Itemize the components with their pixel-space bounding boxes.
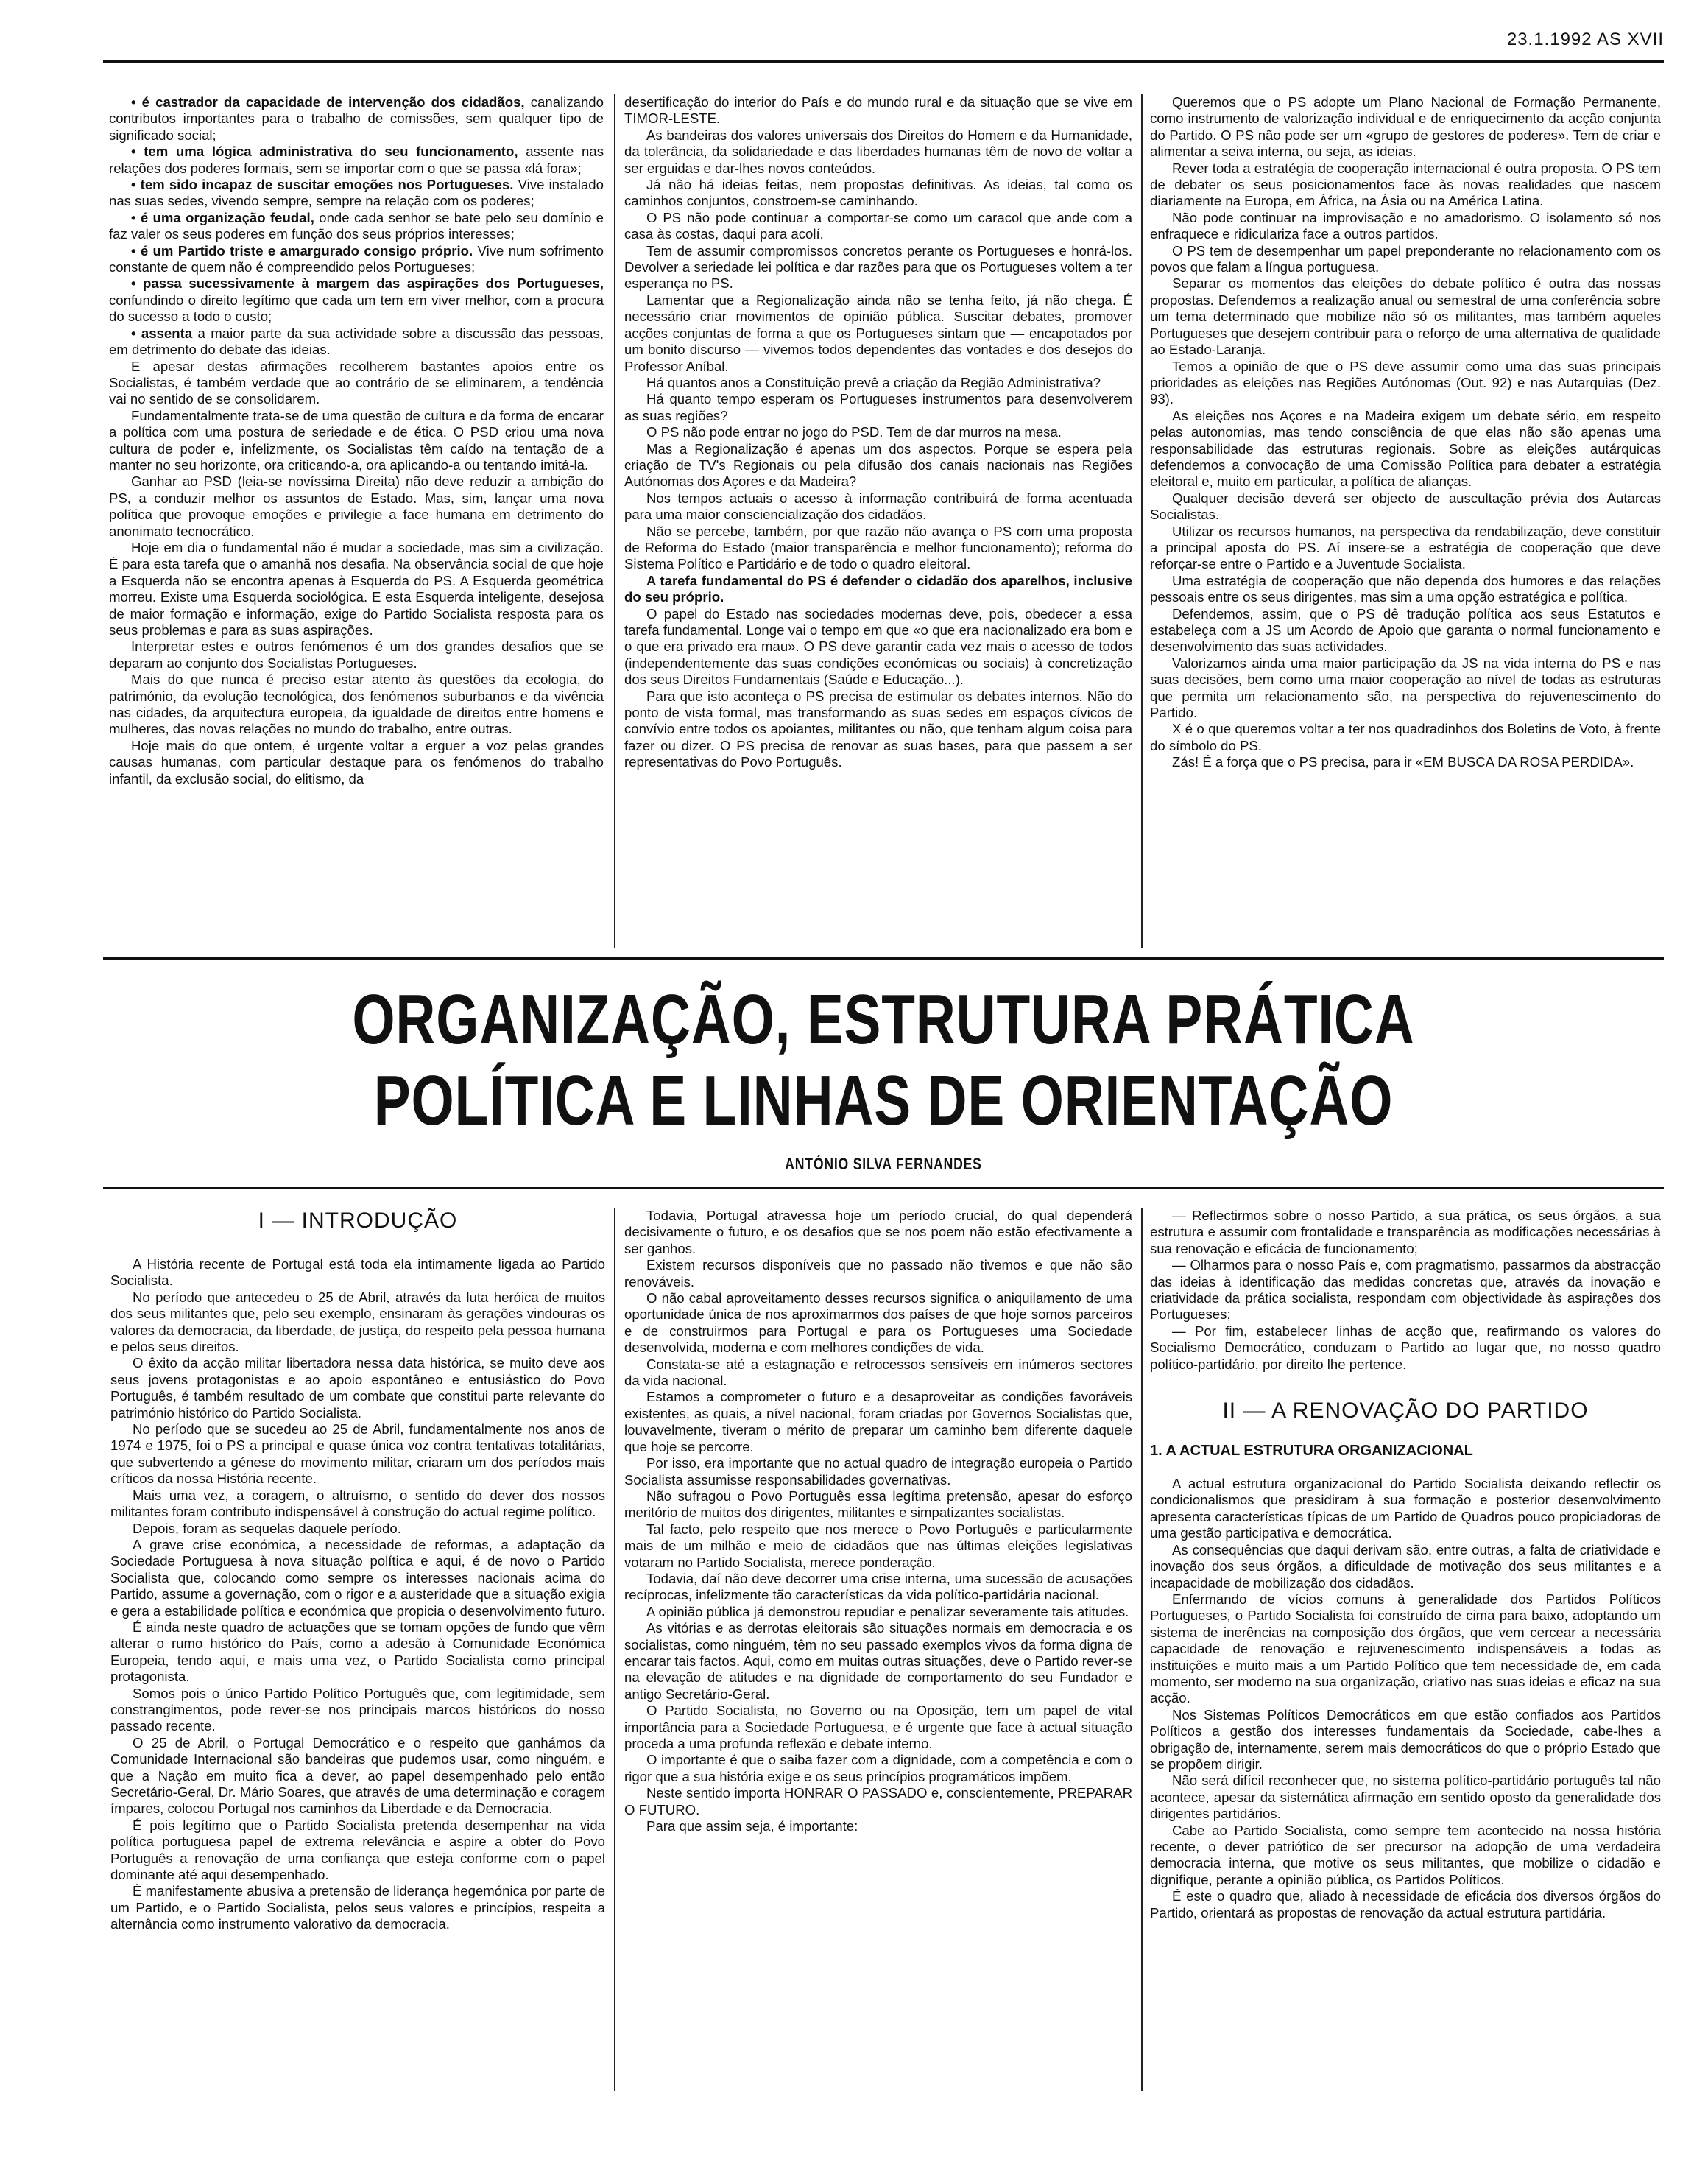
paragraph-text: As bandeiras dos valores universais dos Direitos do Homem e da Humanidade, da tolerância, da solidariedade e das liberdades humanas têm de novo de voltar a ser erguidas e dar-lhes novos conteúdos. xyxy=(624,127,1132,176)
paragraph xyxy=(624,243,1132,292)
paragraph-text: Valorizamos ainda uma maior participação da JS na vida interna do PS e nas suas decisões, bem como uma maior cooperação ao nível de todas as estruturas que permita um relacionamento são, na perspectiva do rejuvenescimento do Partido. xyxy=(1150,655,1661,721)
paragraph xyxy=(624,210,1132,243)
article-column-1 xyxy=(110,1208,605,1933)
paragraph xyxy=(1150,161,1661,210)
paragraph-text: Rever toda a estratégia de cooperação internacional é outra proposta. O PS tem de debater os seus posicionamentos face às novas realidades que nascem diariamente na Europa, em África, na Ásia ou na América Latina. xyxy=(1150,160,1661,209)
paragraph: Depois, foram as sequelas daquele período. xyxy=(133,1520,401,1536)
paragraph: Tal facto, pelo respeito que nos merece o Povo Português e particularmente mais de um milhão e meio de cidadãos que nas últimas eleições legislativas votaram no Partido Socialista, merece ponderação. xyxy=(624,1521,1132,1570)
paragraph: As consequências que daqui derivam são, entre outras, a falta de criatividade e inovação dos seus órgãos, a dificuldade de motivação dos seus militantes e a incapacidade de mobilização dos cidadãos. xyxy=(1150,1541,1661,1591)
article-headline xyxy=(275,979,1492,1141)
paragraph-text: O PS não pode continuar a comportar-se como um caracol que ande com a casa às costas, daqui para acolí. xyxy=(624,209,1132,242)
paragraph xyxy=(109,408,604,474)
paragraph xyxy=(624,127,1132,177)
paragraph: Estamos a comprometer o futuro e a desaproveitar as condições favoráveis existentes, as quais, a nível nacional, foram criadas por Governos Socialistas que, louvavelmente, tiveram o mérito de preparar um caminho bem diferente daquele que hoje se percorre. xyxy=(624,1389,1132,1454)
paragraph-text: Defendemos, assim, que o PS dê tradução política aos seus Estatutos e estabeleça com a JS um Acordo de Apoio que garanta o normal funcionamento e desenvolvimento das suas actividades. xyxy=(1150,605,1661,655)
paragraph: Existem recursos disponíveis que no passado não tivemos e que não são renováveis. xyxy=(624,1257,1132,1289)
paragraph: A História recente de Portugal está toda ela intimamente ligada ao Partido Socialista. xyxy=(110,1256,605,1289)
bold-lead: • passa sucessivamente à margem das aspirações dos Portugueses, xyxy=(131,275,604,292)
bold-lead: • tem uma lógica administrativa do seu funcionamento, xyxy=(131,144,518,160)
paragraph: O 25 de Abril, o Portugal Democrático e o respeito que ganhámos da Comunidade Internacional são bandeiras que pudemos usar, como ninguém, e que a Nação em muito fica a dever, ao papel desempenhado pelo então Secretário-Geral, Dr. Mário Soares, que através de uma determinação e coragem ímpares, colocou Portugal nos caminhos da Liberdade e da Democracia. xyxy=(110,1734,605,1817)
top-column-1 xyxy=(109,94,604,787)
paragraph-text: Vive num sofrimento constante de quem não é compreendido pelos Portugueses; xyxy=(109,242,604,275)
paragraph xyxy=(1150,359,1661,408)
bold-lead: A tarefa fundamental do PS é defender o cidadão dos aparelhos, inclusive do seu próprio. xyxy=(624,572,1132,605)
paragraph-text: Mais do que nunca é preciso estar atento às questões da ecologia, do património, da evolução tecnológica, dos fenómenos suburbanos e da vivência nas cidades, da arquitectura europeia, da igualdade de direitos entre homens e mulheres, das novas relações no mundo do trabalho, entre outras. xyxy=(109,672,604,737)
column-divider xyxy=(614,1208,615,2091)
paragraph-text: Tem de assumir compromissos concretos perante os Portugueses e honrá-los. Devolver a seriedade lei política e dar razões para que os Portugueses voltem a ter esperança no PS. xyxy=(624,242,1132,292)
section-title-introducao: I — INTRODUÇÃO xyxy=(258,1208,458,1233)
paragraph-text: Separar os momentos das eleições do debate político é outra das nossas propostas. Defendemos a realização anual ou semestral de uma conferência sobre um tema determinado que mobilize não só os militantes, mas também aqueles Portugueses que desejem contribuir para o reforço de uma alternativa de qualidade ao Estado-Laranja. xyxy=(1150,275,1661,358)
paragraph: Não sufragou o Povo Português essa legítima pretensão, apesar do esforço meritório de muitos dos dirigentes, militantes e simpatizantes socialistas. xyxy=(624,1488,1132,1521)
paragraph: O Partido Socialista, no Governo ou na Oposição, tem um papel de vital importância para a Sociedade Portuguesa, e é urgente que face à actual situação proceda a uma profunda reflexão e debate interno. xyxy=(624,1703,1132,1751)
paragraph: No período que se sucedeu ao 25 de Abril, fundamentalmente nos anos de 1974 e 1975, foi o PS a principal e quase única voz contra tentativas totalitárias, que subvertendo a génese do movimento militar, criaram um dos períodos mais críticos da nossa História recente. xyxy=(110,1421,605,1487)
column-divider xyxy=(1141,94,1143,948)
top-column-2 xyxy=(624,94,1132,771)
paragraph-text: Vive instalado nas suas sedes, vivendo sempre, sempre na relação com os poderes; xyxy=(109,177,604,209)
paragraph: É este o quadro que, aliado à necessidade de eficácia dos diversos órgãos do Partido, orientará as propostas de renovação da actual estrutura partidária. xyxy=(1150,1888,1661,1921)
paragraph xyxy=(1150,94,1661,161)
paragraph xyxy=(1150,243,1661,276)
paragraph xyxy=(109,243,604,276)
paragraph xyxy=(109,474,604,540)
paragraph: Por isso, era importante que no actual quadro de integração europeia o Partido Socialista assumisse responsabilidades governativas. xyxy=(624,1455,1132,1488)
paragraph-text: Mas a Regionalização é apenas um dos aspectos. Porque se espera pela criação de TV's Regionais ou pela difusão dos canais nacionais nas Regiões Autónomas dos Açores e da Madeira? xyxy=(624,440,1132,490)
paragraph: Cabe ao Partido Socialista, como sempre tem acontecido na nossa história recente, o dever patriótico de ser precursor na adopção de uma verdadeira democracia interna, que motive os seus militantes, que mobilize o cidadão e dignifique, perante a opinião pública, os Partidos Políticos. xyxy=(1150,1822,1661,1887)
paragraph xyxy=(1150,573,1661,606)
top-column-3 xyxy=(1150,94,1661,771)
paragraph-text: X é o que queremos voltar a ter nos quadradinhos dos Boletins de Voto, à frente do símbolo do PS. xyxy=(1150,721,1661,753)
paragraph xyxy=(1150,655,1661,722)
paragraph: As vitórias e as derrotas eleitorais são situações normais em democracia e os socialistas, como ninguém, têm no seu passado exemplos vivos da forma digna de encarar tais factos. Aqui, como em muitas outras situações, deve o Partido rever-se na elevação de atitudes e na dignidade de comportamento do seu Fundador e antigo Secretário-Geral. xyxy=(624,1620,1132,1702)
paragraph-text: confundindo o direito legítimo que cada um tem em viver melhor, com a procura do sucesso a todo o custo; xyxy=(109,292,604,325)
paragraph-text: Já não há ideias feitas, nem propostas definitivas. As ideias, tal como os caminhos conjuntos, constroem-se caminhando. xyxy=(624,177,1132,209)
paragraph-text: desertificação do interior do País e do mundo rural e da situação que se vive em TIMOR-LESTE. xyxy=(624,94,1132,127)
paragraph-text: Ganhar ao PSD (leia-se novíssima Direita) não deve reduzir a ambição do PS, a conduzir melhor os assuntos de Estado. Mas, sim, lançar uma nova política que provoque emoções e privilegie a face humana em detrimento do anonimato tecnocrático. xyxy=(109,474,604,539)
paragraph-text: Fundamentalmente trata-se de uma questão de cultura e da forma de encarar a política com uma postura de seriedade e de ética. O PSD criou uma nova cultura de poder e, infelizmente, os Socialistas têm caído na tentação de a manter no seu horizonte, ora criticando-a, ora aplicando-a ou tentando imitá-la. xyxy=(109,407,604,473)
paragraph-text: Lamentar que a Regionalização ainda não se tenha feito, já não chega. É necessário criar movimentos de opinião pública. Suscitar debates, promover acções conjuntas de forma a que os Portugueses sintam que — encapotados por um bonito discurso — vivemos todos dependentes das vontades e dos desejos do Professor Aníbal. xyxy=(624,292,1132,374)
paragraph xyxy=(109,144,604,177)
paragraph: O êxito da acção militar libertadora nessa data histórica, se muito deve aos seus jovens protagonistas e ao apoio espontâneo e entusiástico do Povo Português, é também resultado de um combate que constitui parte relevante do património histórico do Partido Socialista. xyxy=(110,1355,605,1421)
paragraph: É manifestamente abusiva a pretensão de liderança hegemónica por parte de um Partido, e o Partido Socialista, pelos seus valores e princípios, respeita a alternância como instrumento valorativo da democracia. xyxy=(110,1883,605,1932)
paragraph-text: Há quanto tempo esperam os Portugueses instrumentos para desenvolverem as suas regiões? xyxy=(624,391,1132,423)
paragraph xyxy=(1150,275,1661,358)
paragraph xyxy=(109,94,604,144)
paragraph-text: Hoje em dia o fundamental não é mudar a sociedade, mas sim a civilização. É para esta tarefa que o amanhã nos desafia. Na observância social de que hoje a Esquerda não se encontra apenas à Esquerda do PS. A Esquerda geométrica morreu. Existe uma Esquerda sociológica. E esta Esquerda inteligente, desejosa de maior formação e informação, exige do Partido Socialista resposta para os seus problemas e para as suas aspirações. xyxy=(109,539,604,638)
paragraph-text: Qualquer decisão deverá ser objecto de auscultação prévia dos Autarcas Socialistas. xyxy=(1150,490,1661,523)
bold-lead: • assenta xyxy=(131,325,193,341)
paragraph: É ainda neste quadro de actuações que se tomam opções de fundo que vêm alterar o rumo histórico do País, como a adesão à Comunidade Económica Europeia, tendo aqui, e mais uma vez, o Partido Socialista como principal protagonista. xyxy=(110,1619,605,1685)
paragraph xyxy=(1150,408,1661,490)
page-date-number: 23.1.1992 AS XVII xyxy=(1506,29,1664,49)
paragraph: No período que antecedeu o 25 de Abril, através da luta heróica de muitos dos seus militantes que, pelo seu exemplo, ensinaram às gerações vindouras os valores da democracia, da liberdade, de justiça, do respeito pela pessoa humana e pelos seus direitos. xyxy=(110,1289,605,1355)
paragraph xyxy=(1150,490,1661,524)
paragraph xyxy=(624,524,1132,573)
paragraph xyxy=(1150,210,1661,243)
paragraph-text: Interpretar estes e outros fenómenos é um dos grandes desafios que se deparam ao conjunto dos Socialistas Portugueses. xyxy=(109,638,604,671)
paragraph xyxy=(109,738,604,787)
paragraph xyxy=(109,210,604,243)
paragraph-text: Zás! É a força que o PS precisa, para ir «EM BUSCA DA ROSA PERDIDA». xyxy=(1172,754,1634,770)
paragraph: Enfermando de vícios comuns à generalidade dos Partidos Políticos Portugueses, o Partido Socialista foi construído de cima para baixo, adoptando um sistema de inerências na composição dos órgãos, que vem cercear a necessária capacidade de renovação e rejuvenescimento indispensáveis a todas as instituições e muito mais a um Partido Político que tem necessidade de, em cada momento, ser moderno na sua organização, criativo nas suas ideias e eficaz na sua acção. xyxy=(1150,1591,1661,1706)
bold-lead: • é um Partido triste e amargurado consigo próprio. xyxy=(131,242,473,258)
paragraph-text: Uma estratégia de cooperação que não dependa dos humores e das relações pessoais entre os seus dirigentes, mas sim a uma opção estratégica e política. xyxy=(1150,572,1661,605)
paragraph xyxy=(624,441,1132,490)
paragraph xyxy=(624,375,1132,391)
paragraph-text: Nos tempos actuais o acesso à informação contribuirá de forma acentuada para uma maior consciencialização dos cidadãos. xyxy=(624,490,1132,523)
paragraph xyxy=(109,275,604,325)
article-column-3 xyxy=(1150,1208,1661,1921)
bold-lead: • é castrador da capacidade de intervenção dos cidadãos, xyxy=(131,94,525,110)
paragraph-text: canalizando contributos importantes para o trabalho de comissões, sem qualquer tipo de significado social; xyxy=(109,94,604,143)
paragraph-text: Hoje mais do que ontem, é urgente voltar a erguer a voz pelas grandes causas humanas, com particular destaque para os fenómenos do trabalho infantil, da exclusão social, do elitismo, da xyxy=(109,737,604,786)
article-column-2 xyxy=(624,1208,1132,1834)
paragraph-text: Não se percebe, também, por que razão não avança o PS com uma proposta de Reforma do Estado (maior transparência e melhor funcionamento); reforma do Sistema Político e Partidário e de todo o quadro eleitoral. xyxy=(624,523,1132,572)
paragraph-text: E apesar destas afirmações recolherem bastantes apoios entre os Socialistas, é também verdade que ao contrário de se eliminarem, a tendência vai no sentido de se consolidarem. xyxy=(109,358,604,407)
section-title-renovacao: II — A RENOVAÇÃO DO PARTIDO xyxy=(1222,1398,1589,1423)
top-rule xyxy=(103,60,1664,63)
paragraph: Para que assim seja, é importante: xyxy=(646,1818,858,1834)
paragraph xyxy=(624,689,1132,771)
paragraph-text: O papel do Estado nas sociedades modernas deve, pois, obedecer a essa tarefa fundamental. Longe vai o tempo em que «o que era nacionalizado era bom e o que era privado era mau». O PS deve garantir cada vez mais o acesso de todos (independentemente das suas condições económicas ou sociais) à concretização dos seus Direitos Fundamentais (Saúde e Educação...). xyxy=(624,605,1132,688)
paragraph-text: O PS tem de desempenhar um papel preponderante no relacionamento com os povos que falam a língua portuguesa. xyxy=(1150,242,1661,275)
paragraph xyxy=(109,359,604,408)
paragraph: Somos pois o único Partido Político Português que, com legitimidade, sem constrangimentos, pode rever-se nos principais marcos históricos do nosso passado recente. xyxy=(110,1685,605,1734)
paragraph xyxy=(109,638,604,672)
headline-line-2: POLÍTICA E LINHAS DE ORIENTAÇÃO xyxy=(373,1061,1394,1140)
paragraph: Todavia, Portugal atravessa hoje um período crucial, do qual dependerá decisivamente o futuro, e os desafios que se nos poem não estão efectivamente a ser ganhos. xyxy=(624,1208,1132,1256)
paragraph: — Olharmos para o nosso País e, com pragmatismo, passarmos da abstracção das ideias à identificação das medidas concretas que, através da inovação e criatividade da prática socialista, respondam com objectividade às aspirações dos Portugueses; xyxy=(1150,1257,1661,1323)
paragraph xyxy=(624,177,1132,210)
paragraph-text: Queremos que o PS adopte um Plano Nacional de Formação Permanente, como instrumento de valorização individual e de enriquecimento da acção conjunta do Partido. O PS não pode ser um «grupo de gestores de poderes». Tem de criar e alimentar a seiva interna, ou seja, as ideias. xyxy=(1150,94,1661,160)
paragraph: Todavia, daí não deve decorrer uma crise interna, uma sucessão de acusações recíprocas, infelizmente tão características da vida político-partidária nacional. xyxy=(624,1570,1132,1603)
paragraph-text: a maior parte da sua actividade sobre a discussão das pessoas, em detrimento do debate das ideias. xyxy=(109,325,604,358)
paragraph xyxy=(109,325,604,359)
paragraph: — Reflectirmos sobre o nosso Partido, a sua prática, os seus órgãos, a sua estrutura e assumir com frontalidade e transparência as modificações necessárias à sua renovação e eficácia de funcionamento; xyxy=(1150,1208,1661,1256)
page-header xyxy=(0,29,1708,59)
column-divider xyxy=(1141,1208,1143,2091)
paragraph-text: O PS não pode entrar no jogo do PSD. Tem de dar murros na mesa. xyxy=(646,424,1062,440)
bold-lead: • tem sido incapaz de suscitar emoções nos Portugueses. xyxy=(131,177,514,193)
column-divider xyxy=(614,94,615,948)
paragraph: A grave crise económica, a necessidade de reformas, a adaptação da Sociedade Portuguesa à nova situação política e aqui, é de novo o Partido Socialista que, colocando como sempre os interesses nacionais acima do Partido, assume a governação, com o rigor e a austeridade que a situação exigia e gera a estabilidade política e económica que propicia o desenvolvimento futuro. xyxy=(110,1536,605,1619)
paragraph xyxy=(624,94,1132,127)
paragraph: O não cabal aproveitamento desses recursos significa o aniquilamento de uma oportunidade única de nos aproximarmos dos países de que hoje somos parceiros e de construirmos para Portugal e para os Portugueses uma Sociedade desenvolvida, moderna e com melhores condições de vida. xyxy=(624,1290,1132,1356)
paragraph: A opinião pública já demonstrou repudiar e penalizar severamente tais atitudes. xyxy=(646,1603,1129,1619)
paragraph: O importante é que o saiba fazer com a dignidade, com a competência e com o rigor que a sua história exige e os seus princípios programáticos impõem. xyxy=(624,1752,1132,1784)
paragraph: Mais uma vez, a coragem, o altruísmo, o sentido do dever dos nossos militantes foram contributo indispensável à construção do actual regime político. xyxy=(110,1487,605,1520)
byline-rule xyxy=(103,1187,1664,1189)
paragraph xyxy=(109,177,604,210)
paragraph-text: Para que isto aconteça o PS precisa de estimular os debates internos. Não do ponto de vista formal, mas transformando as suas sedes em espaços cívicos de convívio entre todos os apoiantes, militantes ou não, que tenham algum coisa para fazer ou dizer. O PS precisa de renovar as suas bases, para que passem a ser representativas do Povo Português. xyxy=(624,688,1132,770)
paragraph xyxy=(109,540,604,638)
paragraph: É pois legítimo que o Partido Socialista pretenda desempenhar na vida política portuguesa papel de extrema relevância e aspire a obter do Povo Português a renovação de uma confiança que esteja conforme com o papel dominante até aqui desempenhado. xyxy=(110,1817,605,1883)
paragraph: Não será difícil reconhecer que, no sistema político-partidário português tal não acontece, apesar da sistemática afirmação em sentido oposto da generalidade dos dirigentes partidários. xyxy=(1150,1773,1661,1822)
paragraph-text: Temos a opinião de que o PS deve assumir como uma das suas principais prioridades as eleições nas Regiões Autónomas (Out. 92) e nas Autarquias (Dez. 93). xyxy=(1150,358,1661,407)
paragraph xyxy=(624,424,1132,440)
paragraph-text: As eleições nos Açores e na Madeira exigem um debate sério, em respeito pelas autonomias, mas tendo consciência de que elas não são apenas uma responsabilidade das estruturas regionais. Sobre as eleições autárquicas defendemos a convocação de uma Comissão Política para debater a estratégia eleitoral e, muito em particular, a política de alianças. xyxy=(1150,407,1661,490)
paragraph xyxy=(624,292,1132,375)
headline-line-1: ORGANIZAÇÃO, ESTRUTURA PRÁTICA xyxy=(352,980,1415,1059)
headline-top-rule xyxy=(103,957,1664,960)
paragraph: Nos Sistemas Políticos Democráticos em que estão confiados aos Partidos Políticos a gestão dos interesses fundamentais da Sociedade, cabe-lhes a obrigação de, internamente, serem mais democráticos do que o próprio Estado que se propõem dirigir. xyxy=(1150,1706,1661,1772)
paragraph xyxy=(1150,524,1661,573)
paragraph xyxy=(1150,721,1661,754)
paragraph-text: assente nas relações dos poderes formais, sem se importar com o que se passa «lá fora»; xyxy=(109,144,604,176)
paragraph-text: Utilizar os recursos humanos, na perspectiva da rendabilização, deve constituir a principal aposta do PS. Aí insere-se a estratégia de cooperação que deve reforçar-se entre o Partido e a Juventude Socialista. xyxy=(1150,523,1661,572)
paragraph xyxy=(109,672,604,738)
paragraph: — Por fim, estabelecer linhas de acção que, reafirmando os valores do Socialismo Democrático, conduzam o Partido ao lugar que, no nosso quadro político-partidário, por direito lhe pertence. xyxy=(1150,1323,1661,1372)
paragraph: Neste sentido importa HONRAR O PASSADO e, conscientemente, PREPARAR O FUTURO. xyxy=(624,1785,1132,1817)
paragraph xyxy=(1150,606,1661,655)
paragraph xyxy=(624,606,1132,689)
paragraph-text: onde cada senhor se bate pelo seu domínio e faz valer os seus poderes em função dos seus próprios interesses; xyxy=(109,209,604,242)
paragraph: A actual estrutura organizacional do Partido Socialista deixando reflectir os condicionalismos que presidiram à sua formação e posterior desenvolvimento apresenta características típicas de um Partido de Quadros pouco propiciadoras de uma gestão participativa e democrática. xyxy=(1150,1476,1661,1541)
paragraph: Constata-se até a estagnação e retrocessos sensíveis em inúmeros sectores da vida nacional. xyxy=(624,1356,1132,1389)
subsection-title-estrutura: 1. A ACTUAL ESTRUTURA ORGANIZACIONAL xyxy=(1150,1443,1473,1460)
paragraph-text: Não pode continuar na improvisação e no amadorismo. O isolamento só nos enfraquece e ridiculariza face a outros partidos. xyxy=(1150,209,1661,242)
paragraph-text: Há quantos anos a Constituição prevê a criação da Região Administrativa? xyxy=(646,374,1101,390)
paragraph xyxy=(624,573,1132,606)
bold-lead: • é uma organização feudal, xyxy=(131,209,314,225)
paragraph xyxy=(624,391,1132,424)
article-byline: ANTÓNIO SILVA FERNANDES xyxy=(785,1155,982,1173)
paragraph xyxy=(1150,754,1661,770)
paragraph xyxy=(624,490,1132,524)
